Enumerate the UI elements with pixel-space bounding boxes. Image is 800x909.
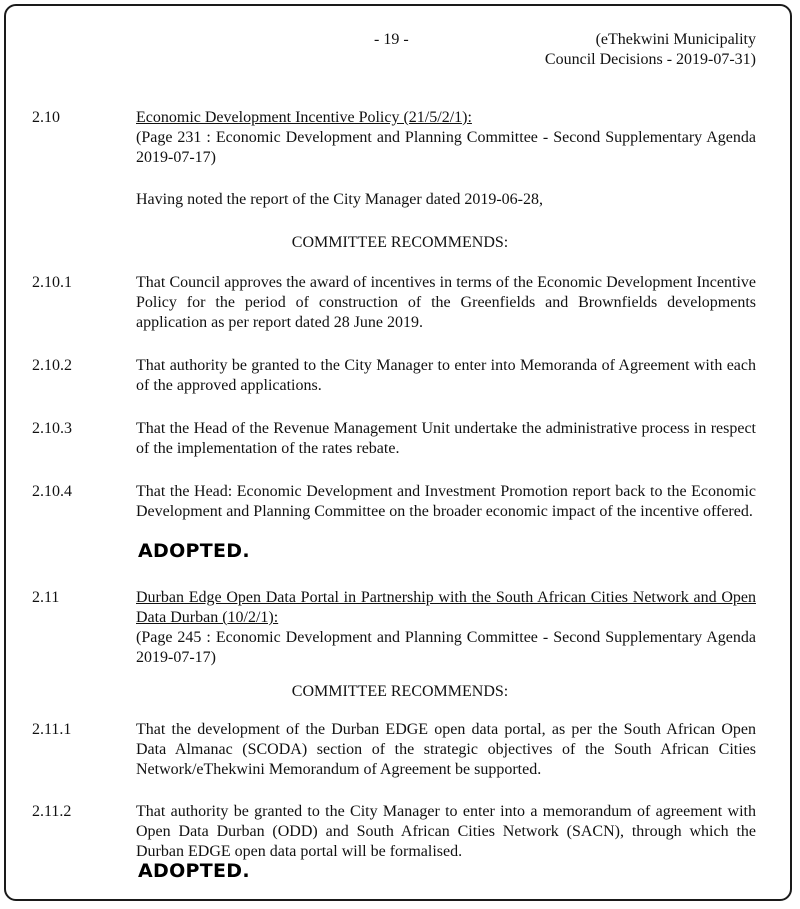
item-title: Economic Development Incentive Policy (21/5/2/1): xyxy=(136,109,472,126)
recommendation-number: 2.10.1 xyxy=(32,274,72,291)
noted-statement: Having noted the report of the City Manager dated 2019-06-28, xyxy=(136,191,543,208)
item-title: Durban Edge Open Data Portal in Partnership with the South African Cities Network and Open Data Durban (10/2/1): xyxy=(136,589,756,626)
adopted-stamp: ADOPTED. xyxy=(138,540,250,562)
recommends-heading: COMMITTEE RECOMMENDS: xyxy=(291,234,509,251)
recommendation-number: 2.10.3 xyxy=(32,420,72,437)
recommendation-text: That the development of the Durban EDGE open data portal, as per the South African Open Data Almanac (SCODA) section of the strategic objectives of the South African Cities Network/eThekwini Memorandum of Agreement be supported. xyxy=(136,721,756,778)
item-reference: (Page 245 : Economic Development and Planning Committee - Second Supplementary Agenda 2019-07-17) xyxy=(136,629,756,666)
recommendation-text: That the Head: Economic Development and Investment Promotion report back to the Economic Development and Planning Committee on the broader economic impact of the incentive offered. xyxy=(136,483,756,520)
item-number: 2.11 xyxy=(32,589,60,606)
recommendation-text: That the Head of the Revenue Management Unit undertake the administrative process in respect of the implementation of the rates rebate. xyxy=(136,420,756,457)
header-organisation: (eThekwini Municipality xyxy=(595,31,756,48)
recommendation-number: 2.11.2 xyxy=(32,803,72,820)
header-document: Council Decisions - 2019-07-31) xyxy=(544,51,756,68)
recommends-heading: COMMITTEE RECOMMENDS: xyxy=(291,683,509,700)
item-reference: (Page 231 : Economic Development and Planning Committee - Second Supplementary Agenda 2019-07-17) xyxy=(136,129,756,166)
recommendation-number: 2.11.1 xyxy=(32,721,72,738)
adopted-stamp: ADOPTED. xyxy=(138,860,250,882)
recommendation-text: That Council approves the award of incentives in terms of the Economic Development Incentive Policy for the period of construction of the Greenfields and Brownfields developments application as per report dated 28 June 2019. xyxy=(136,274,756,331)
page-number: - 19 - xyxy=(374,31,409,48)
recommendation-text: That authority be granted to the City Manager to enter into a memorandum of agreement with Open Data Durban (ODD) and South African Cities Network (SACN), through which the Durban EDGE open data portal will be formalised. xyxy=(136,803,756,860)
recommendation-number: 2.10.2 xyxy=(32,357,72,374)
item-number: 2.10 xyxy=(32,109,60,126)
recommendation-number: 2.10.4 xyxy=(32,483,72,500)
recommendation-text: That authority be granted to the City Manager to enter into Memoranda of Agreement with each of the approved applications. xyxy=(136,357,756,394)
